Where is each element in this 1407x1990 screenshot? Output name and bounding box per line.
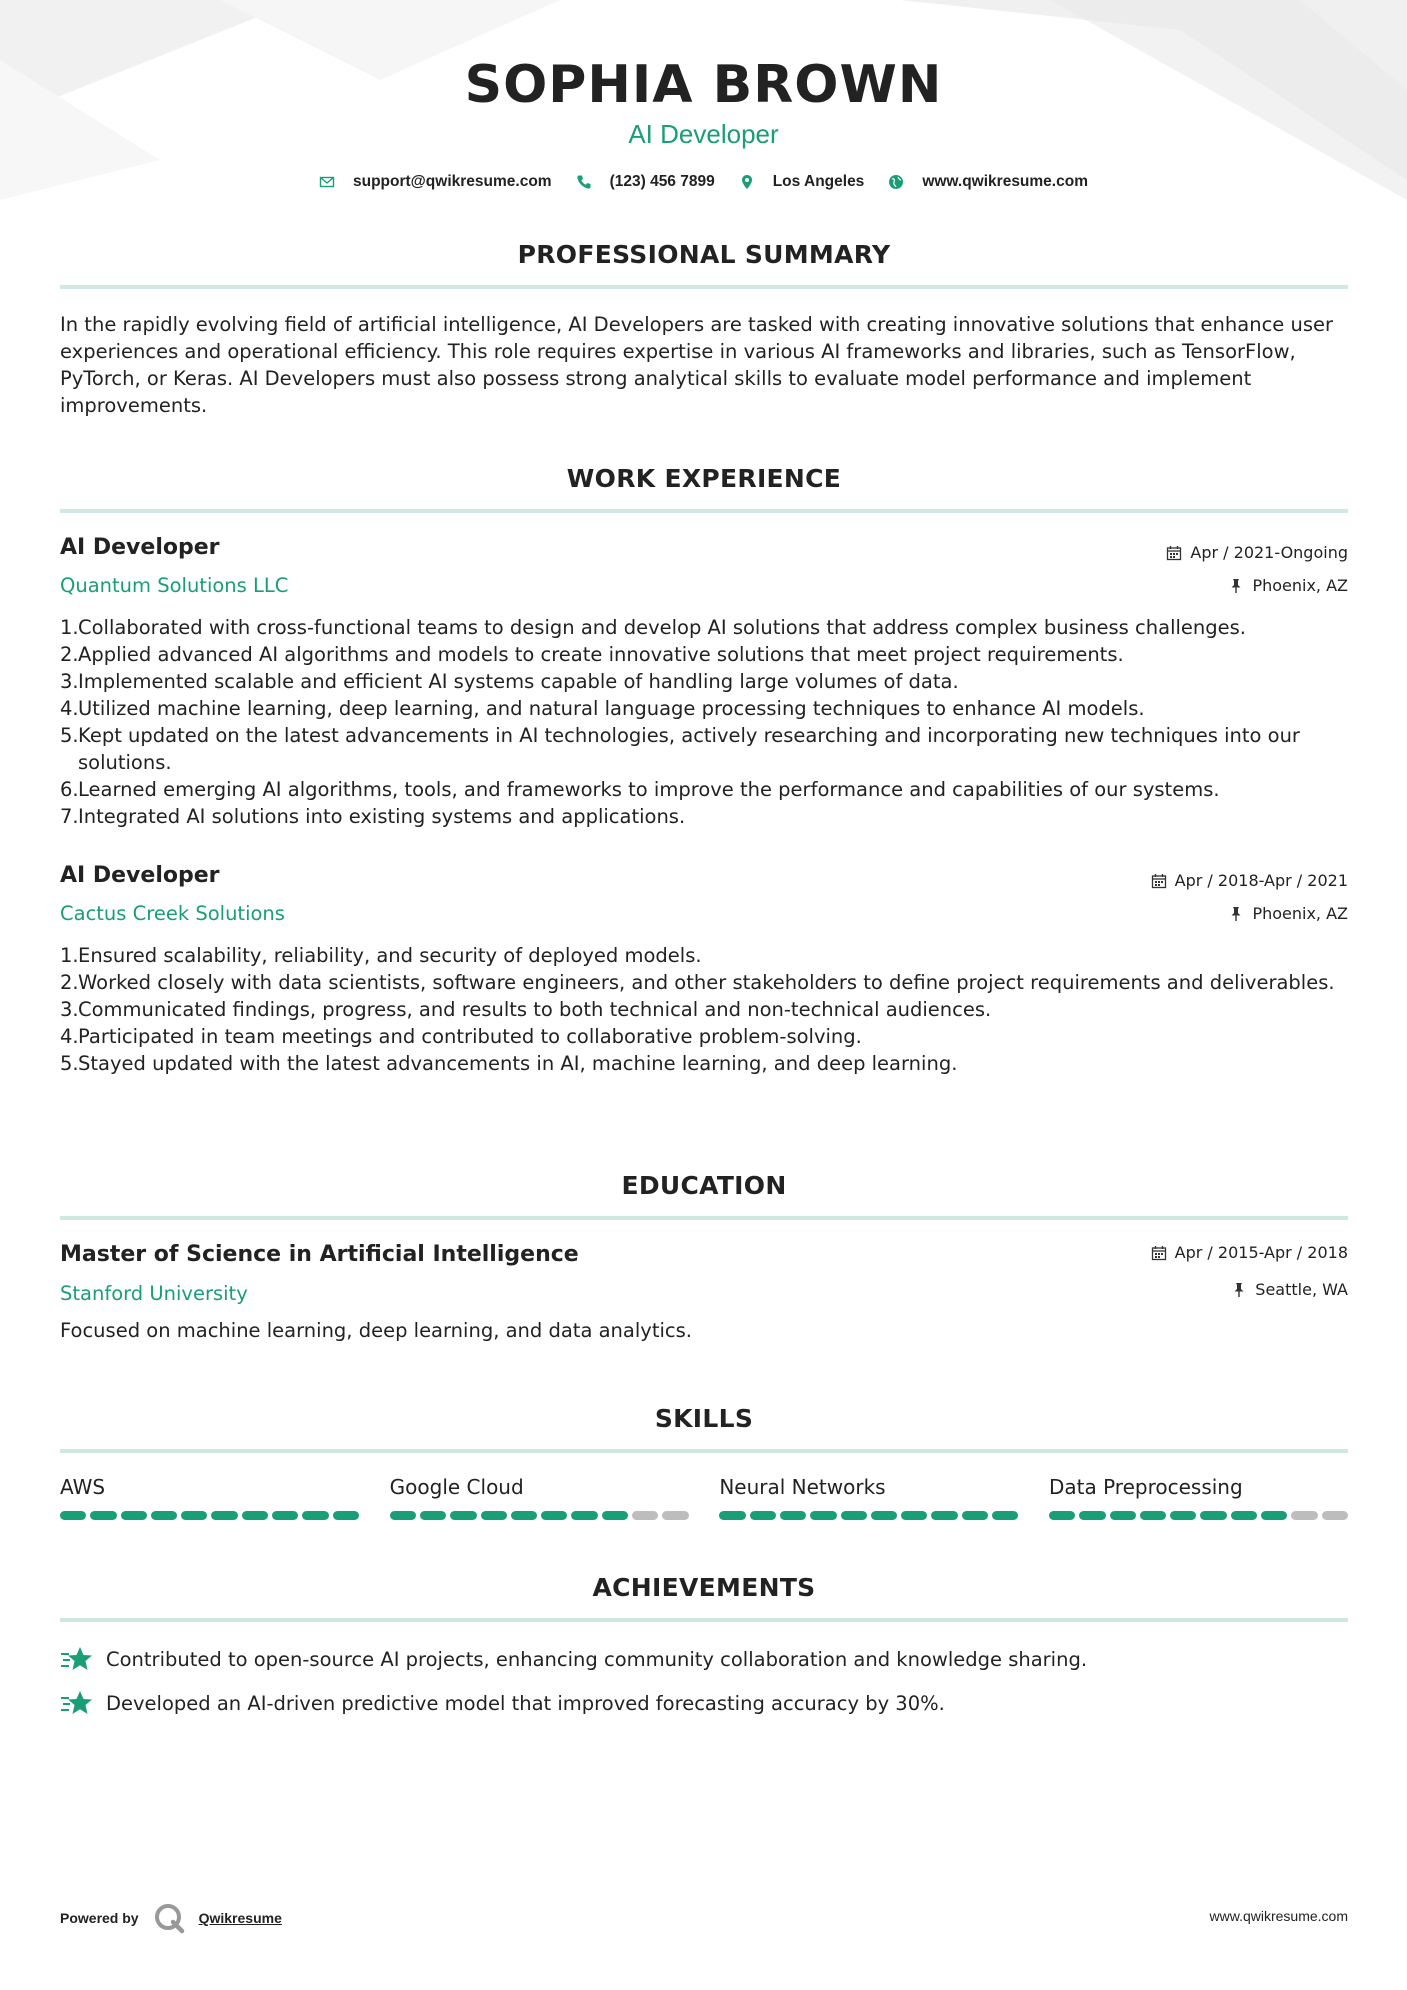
job-location — [1228, 576, 1348, 595]
summary-text: In the rapidly evolving field of artificial intelligence, AI Developers are tasked with creating innovative solutions that enhance user experiences and operational efficiency. This role requires expertise in various AI frameworks and libraries, such as TensorFlow, PyTorch, or Keras. AI Developers must also possess strong analytical skills to evaluate model performance and implement improvements. — [60, 313, 1334, 417]
skill-segment-filled — [1261, 1511, 1287, 1520]
education-dates-text: Apr / 2015-Apr / 2018 — [1174, 1243, 1348, 1262]
skill-segment-filled — [121, 1511, 147, 1520]
skill-segment-filled — [211, 1511, 237, 1520]
skill-segment-filled — [151, 1511, 177, 1520]
skill-segment-filled — [1140, 1511, 1166, 1520]
section-divider — [60, 509, 1348, 513]
calendar-icon — [1166, 545, 1182, 561]
skill-segment-filled — [272, 1511, 298, 1520]
skill-segment-filled — [901, 1511, 927, 1520]
company-name: Quantum Solutions LLC — [60, 574, 289, 597]
list-item: 3. Implemented scalable and efficient AI systems capable of handling large volumes of data. — [60, 670, 959, 693]
section-title: EDUCATION — [621, 1171, 787, 1200]
skill-level-bar — [719, 1511, 1018, 1520]
list-item: 6. Learned emerging AI algorithms, tools, and frameworks to improve the performance and capabilities of our systems. — [60, 778, 1220, 801]
section-title: SKILLS — [654, 1404, 754, 1433]
school-name: Stanford University — [60, 1282, 248, 1305]
skill-segment-filled — [810, 1511, 836, 1520]
skill-level-bar — [60, 1511, 359, 1520]
phone-icon — [576, 174, 592, 190]
skill-segment-filled — [420, 1511, 446, 1520]
skill-name: Neural Networks — [719, 1475, 886, 1499]
list-item: 5. Stayed updated with the latest advancements in AI, machine learning, and deep learning. — [60, 1052, 958, 1075]
job-dates — [1151, 871, 1348, 890]
skill-segment-filled — [333, 1511, 359, 1520]
contact-email[interactable] — [319, 173, 552, 191]
job-responsibilities — [60, 614, 1348, 830]
section-achievements — [60, 1573, 1348, 1622]
skill-segment-empty — [632, 1511, 658, 1520]
achievement-text: Contributed to open-source AI projects, enhancing community collaboration and knowledge sharing. — [106, 1647, 1088, 1671]
skill-segment-filled — [841, 1511, 867, 1520]
map-marker-icon — [739, 174, 755, 190]
skill-level-bar — [1049, 1511, 1348, 1520]
candidate-title: AI Developer — [628, 119, 779, 149]
contact-bar — [0, 173, 1407, 191]
skill-item — [1049, 1475, 1348, 1520]
globe-icon — [888, 174, 904, 190]
skill-segment-filled — [60, 1511, 86, 1520]
skill-segment-filled — [90, 1511, 116, 1520]
achievement-item — [60, 1645, 1348, 1673]
list-item: 2. Worked closely with data scientists, software engineers, and other stakeholders to define project requirements and deliverables. — [60, 971, 1335, 994]
education-location — [1231, 1280, 1348, 1299]
education-dates — [1151, 1243, 1348, 1262]
contact-website[interactable] — [888, 173, 1088, 191]
brand-link[interactable]: Qwikresume — [198, 1910, 282, 1926]
powered-by-label: Powered by — [60, 1910, 139, 1926]
skill-segment-filled — [750, 1511, 776, 1520]
skill-segment-empty — [1291, 1511, 1317, 1520]
contact-website-text: www.qwikresume.com — [922, 173, 1088, 190]
skill-segment-filled — [602, 1511, 628, 1520]
list-item: 4. Participated in team meetings and contributed to collaborative problem-solving. — [60, 1025, 862, 1048]
skill-segment-filled — [511, 1511, 537, 1520]
contact-location-text: Los Angeles — [772, 173, 865, 190]
section-divider — [60, 1618, 1348, 1622]
skill-level-bar — [390, 1511, 689, 1520]
skill-segment-filled — [931, 1511, 957, 1520]
skill-segment-filled — [871, 1511, 897, 1520]
section-title: WORK EXPERIENCE — [566, 464, 842, 493]
degree-title: Master of Science in Artificial Intelligence — [60, 1242, 579, 1267]
section-work-experience — [60, 464, 1348, 513]
job-responsibilities — [60, 942, 1348, 1077]
skill-name: Data Preprocessing — [1048, 1475, 1243, 1499]
skill-segment-filled — [992, 1511, 1018, 1520]
job-dates-text: Apr / 2018-Apr / 2021 — [1174, 871, 1348, 890]
list-item: 4. Utilized machine learning, deep learning, and natural language processing techniques to enhance AI models. — [60, 697, 1145, 720]
section-professional-summary — [60, 240, 1348, 289]
skill-segment-empty — [662, 1511, 688, 1520]
education-location-text: Seattle, WA — [1255, 1280, 1348, 1299]
star-icon — [60, 1689, 94, 1717]
list-item: 1. Ensured scalability, reliability, and security of deployed models. — [60, 944, 702, 967]
section-education — [60, 1171, 1348, 1220]
section-skills — [60, 1404, 1348, 1453]
skill-name: AWS — [60, 1475, 106, 1499]
job-location-text: Phoenix, AZ — [1252, 904, 1348, 923]
section-divider — [60, 285, 1348, 289]
qwikresume-logo-icon — [153, 1902, 185, 1934]
achievement-text: Developed an AI-driven predictive model that improved forecasting accuracy by 30%. — [106, 1691, 945, 1715]
skill-segment-filled — [450, 1511, 476, 1520]
skill-segment-filled — [390, 1511, 416, 1520]
list-item: 3. Communicated findings, progress, and results to both technical and non-technical audiences. — [60, 998, 992, 1021]
envelope-icon — [319, 174, 335, 190]
list-item: 5. Kept updated on the latest advancements in AI technologies, actively researching and incorporating new techniques into our solutions. — [60, 724, 1300, 774]
contact-phone-text: (123) 456 7899 — [609, 173, 715, 190]
skills-list — [60, 1475, 1348, 1520]
contact-location — [739, 173, 865, 191]
pin-icon — [1231, 1282, 1247, 1298]
skill-segment-filled — [1079, 1511, 1105, 1520]
skill-segment-filled — [1110, 1511, 1136, 1520]
contact-phone[interactable] — [576, 173, 715, 191]
skill-item — [60, 1475, 359, 1520]
pin-icon — [1228, 906, 1244, 922]
skill-segment-filled — [962, 1511, 988, 1520]
list-item: 2. Applied advanced AI algorithms and models to create innovative solutions that meet project requirements. — [60, 643, 1124, 666]
skill-name: Google Cloud — [389, 1475, 524, 1499]
education-description: Focused on machine learning, deep learning, and data analytics. — [60, 1319, 692, 1342]
skill-segment-filled — [1170, 1511, 1196, 1520]
skill-segment-empty — [1322, 1511, 1348, 1520]
section-divider — [60, 1216, 1348, 1220]
skill-segment-filled — [481, 1511, 507, 1520]
calendar-icon — [1151, 1245, 1167, 1261]
pin-icon — [1228, 578, 1244, 594]
footer-powered-by — [60, 1902, 282, 1934]
skill-segment-filled — [541, 1511, 567, 1520]
job-location — [1228, 904, 1348, 923]
section-title: PROFESSIONAL SUMMARY — [517, 240, 891, 269]
star-icon — [60, 1645, 94, 1673]
job-location-text: Phoenix, AZ — [1252, 576, 1348, 595]
job-dates-text: Apr / 2021-Ongoing — [1190, 543, 1348, 562]
list-item: 1. Collaborated with cross-functional teams to design and develop AI solutions that address complex business challenges. — [60, 616, 1246, 639]
calendar-icon — [1151, 873, 1167, 889]
skill-segment-filled — [780, 1511, 806, 1520]
skill-segment-filled — [181, 1511, 207, 1520]
skill-segment-filled — [1049, 1511, 1075, 1520]
footer-website[interactable]: www.qwikresume.com — [1209, 1908, 1348, 1924]
skill-segment-filled — [571, 1511, 597, 1520]
resume-header — [0, 55, 1407, 150]
section-title: ACHIEVEMENTS — [592, 1573, 816, 1602]
skill-item — [719, 1475, 1018, 1520]
job-title: AI Developer — [60, 863, 220, 888]
achievement-item — [60, 1689, 1348, 1717]
list-item: 7. Integrated AI solutions into existing systems and applications. — [60, 805, 686, 828]
skill-item — [390, 1475, 689, 1520]
company-name: Cactus Creek Solutions — [60, 902, 285, 925]
candidate-name: SOPHIA BROWN — [464, 55, 943, 115]
job-title: AI Developer — [60, 535, 220, 560]
skill-segment-filled — [719, 1511, 745, 1520]
job-dates — [1166, 543, 1348, 562]
skill-segment-filled — [242, 1511, 268, 1520]
skill-segment-filled — [302, 1511, 328, 1520]
section-divider — [60, 1449, 1348, 1453]
skill-segment-filled — [1231, 1511, 1257, 1520]
contact-email-text: support@qwikresume.com — [353, 173, 552, 190]
skill-segment-filled — [1200, 1511, 1226, 1520]
